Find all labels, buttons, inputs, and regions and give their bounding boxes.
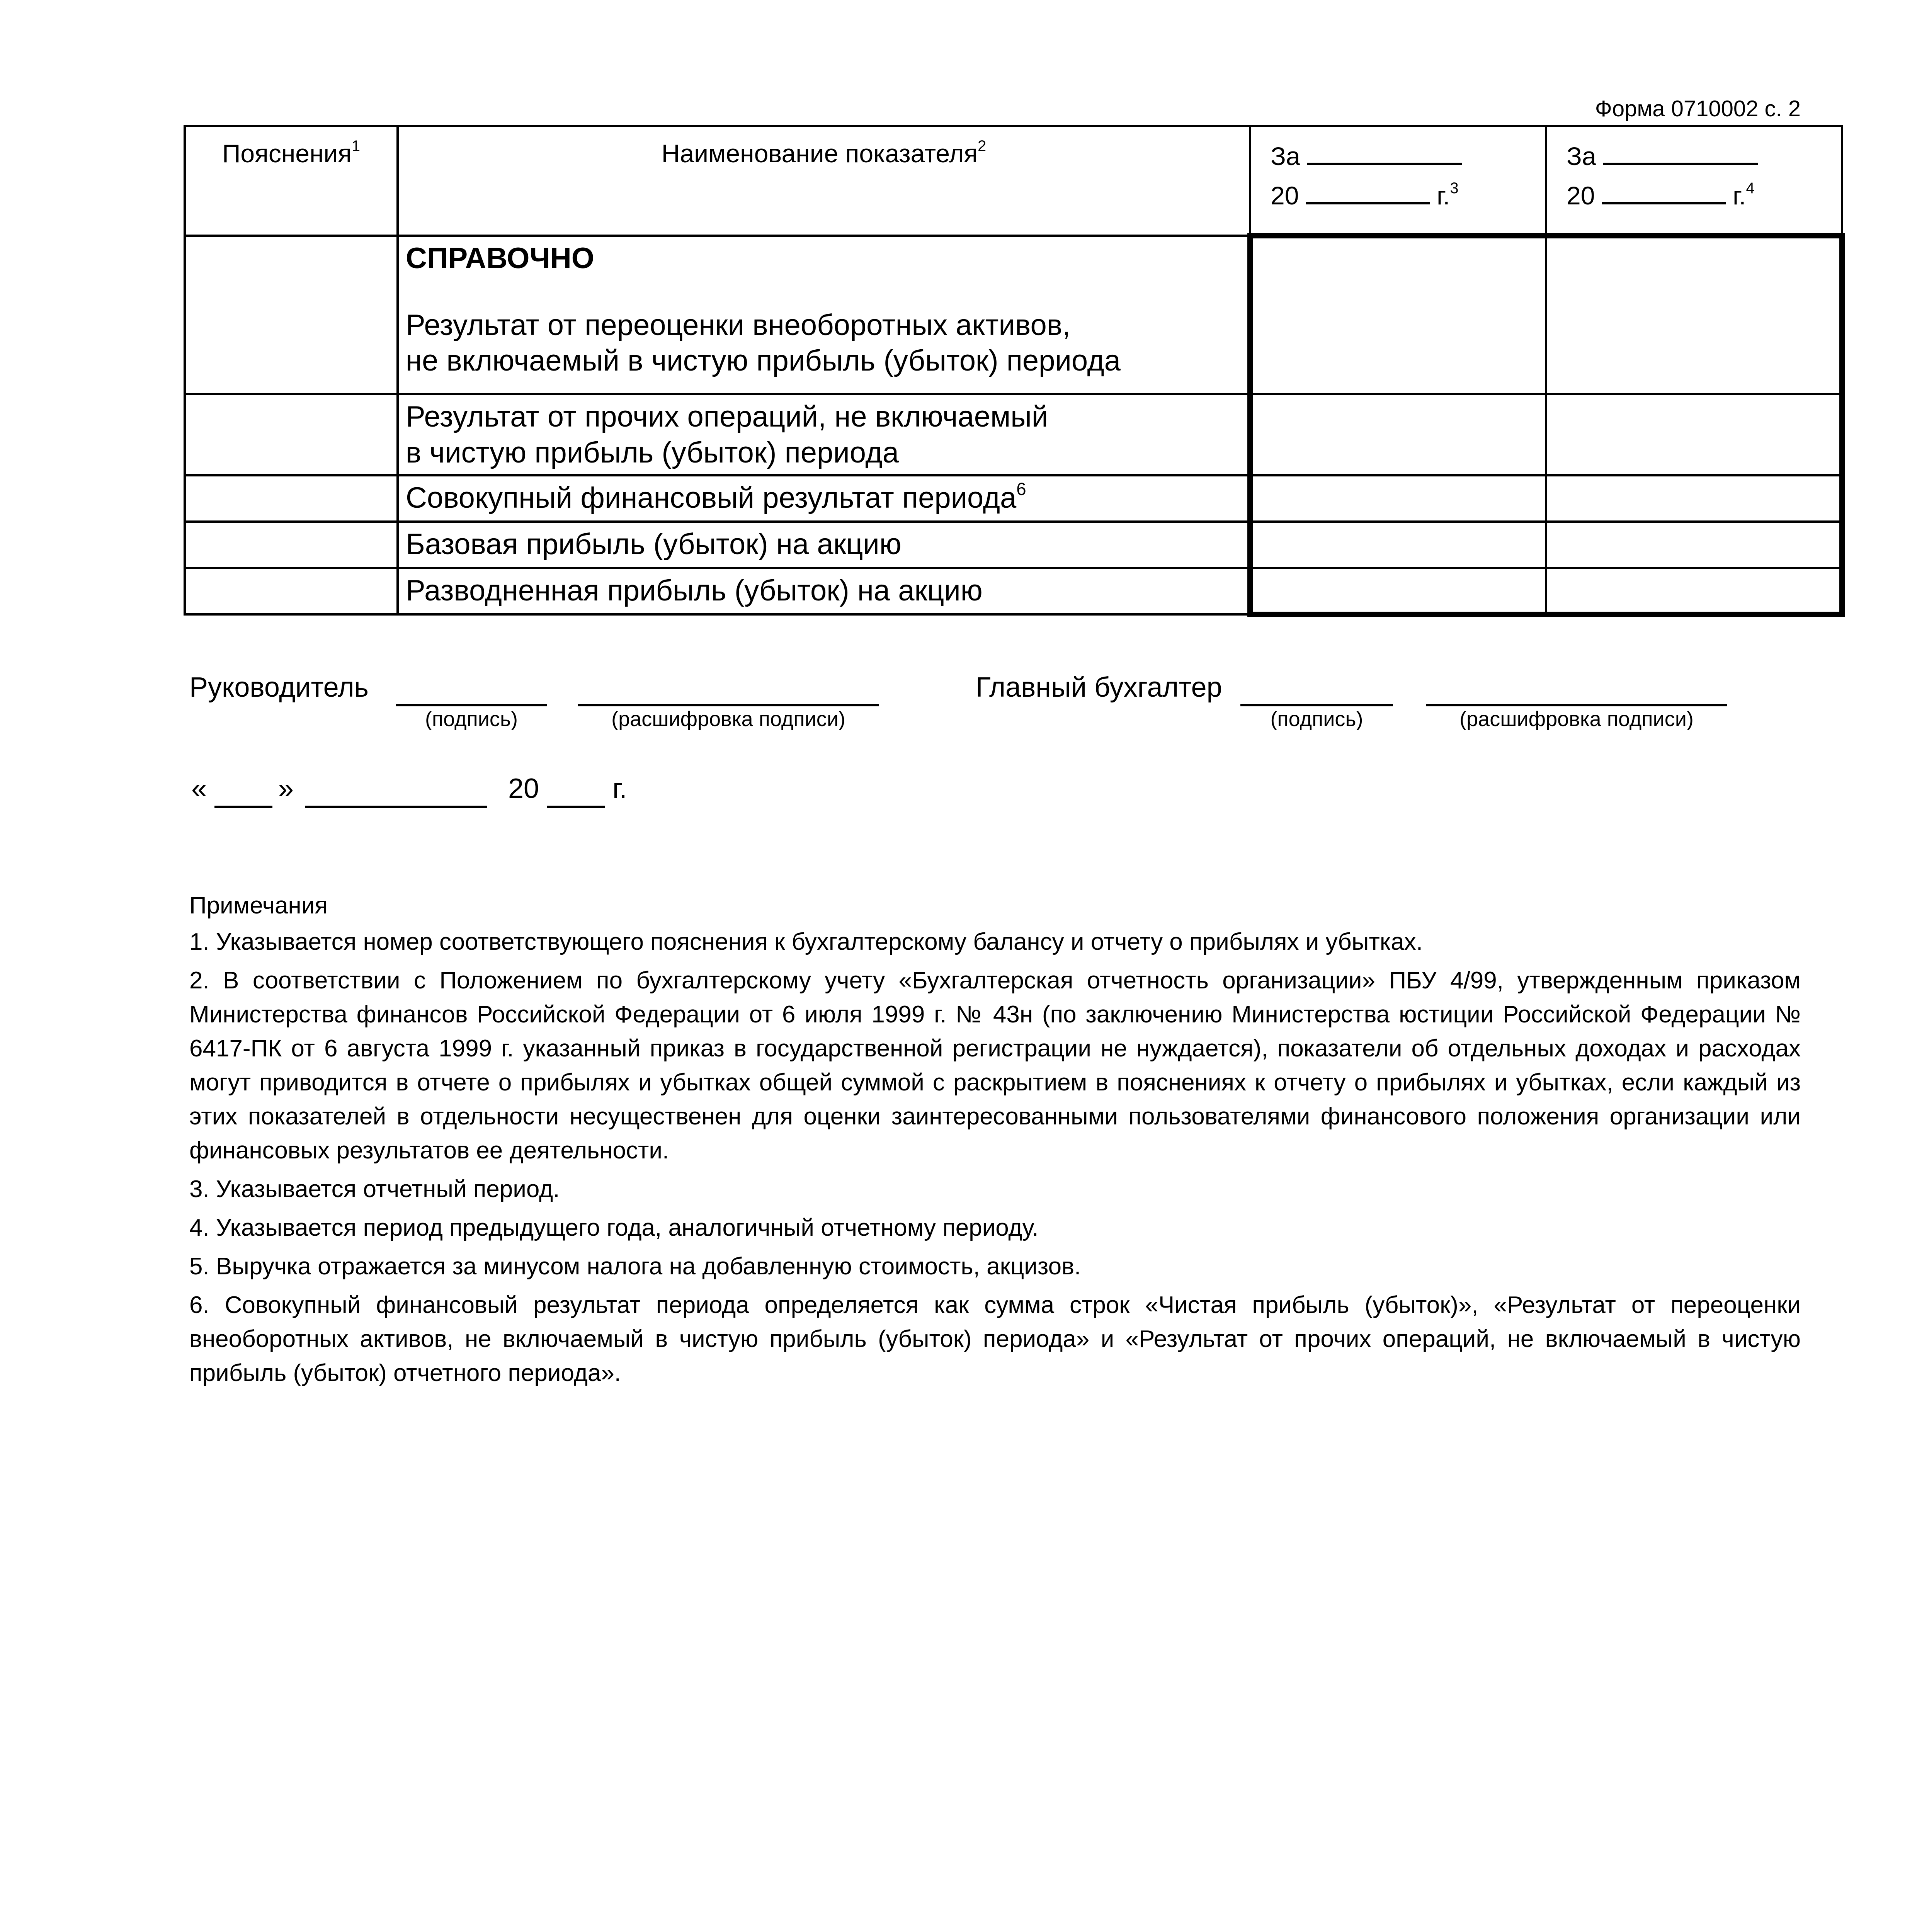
date-year-suffix: г. (612, 773, 627, 804)
explanation-cell[interactable] (185, 522, 398, 568)
chief-signature-caption: (подпись) (1270, 707, 1363, 731)
table-row (185, 522, 1842, 568)
period-blank[interactable] (1307, 141, 1462, 165)
note-item: 2. В соответствии с Положением по бухгалтерскому учету «Бухгалтерская отчетность организации» ПБУ 4/99, утвержденным приказом Министерства финансов Российской Федерации от 6 июля 1999 г. № 43н (по заключению Министерства юстиции Российской Федерации № 6417-ПК от 6 августа 1999 г. указанный приказ в государственной регистрации не нуждается), показатели об отдельных доходах и расходах могут приводится в отчете о прибылях и убытках общей суммой с раскрытием в пояснениях к отчету о прибылях и убытках, если каждый из этих показателей в отдельности несущественен для оценки заинтересованными пользователями финансового положения организации или финансовых результатов ее деятельности. (189, 967, 1801, 1164)
head-decoding-caption: (расшифровка подписи) (611, 707, 845, 731)
date-day-blank[interactable] (214, 806, 272, 808)
table-row (185, 394, 1842, 475)
year-blank[interactable] (1306, 180, 1430, 204)
header-current-period: За 20 г.$^3$ (1250, 126, 1546, 236)
previous-value-cell[interactable] (1546, 522, 1842, 568)
chief-accountant-label: Главный бухгалтер (976, 672, 1222, 703)
date-month-blank[interactable] (305, 806, 487, 808)
header-explanations: Пояснения$^1$ (185, 126, 398, 236)
explanation-cell[interactable] (185, 394, 398, 475)
table-header-row (185, 126, 1842, 236)
explanation-cell[interactable] (185, 475, 398, 522)
previous-value-cell[interactable] (1546, 568, 1842, 614)
indicator-cell: Разводненная прибыль (убыток) на акцию (398, 568, 1250, 614)
previous-value-cell[interactable] (1546, 475, 1842, 522)
date-year-prefix: 20 (508, 773, 539, 804)
indicator-cell: Совокупный финансовый результат периода$^6$ (398, 475, 1250, 522)
chief-decoding-caption: (расшифровка подписи) (1459, 707, 1694, 731)
note-item: 3. Указывается отчетный период. (189, 1176, 560, 1202)
indicator-cell: Результат от прочих операций, не включаемый в чистую прибыль (убыток) периода (398, 394, 1250, 475)
note-item: 4. Указывается период предыдущего года, аналогичный отчетному периоду. (189, 1214, 1039, 1241)
note-item: 6. Совокупный финансовый результат периода определяется как сумма строк «Чистая прибыль (убыток)», «Результат от переоценки внеоборотных активов, не включаемый в чистую прибыль (убыток) периода» и «Результат от прочих операций, не включаемый в чистую прибыль (убыток) отчетного периода». (189, 1292, 1801, 1386)
notes-title: Примечания (189, 892, 328, 919)
year-blank[interactable] (1602, 180, 1726, 204)
report-table (184, 125, 1845, 617)
table-row (185, 475, 1842, 522)
current-value-cell[interactable] (1250, 568, 1546, 614)
chief-signature-line[interactable] (1240, 704, 1393, 706)
current-value-cell[interactable] (1250, 475, 1546, 522)
indicator-cell: Базовая прибыль (убыток) на акцию (398, 522, 1250, 568)
notes-section (189, 889, 1801, 1395)
current-value-cell[interactable] (1250, 394, 1546, 475)
head-signature-line[interactable] (396, 704, 547, 706)
head-label: Руководитель (189, 672, 369, 703)
note-item: 5. Выручка отражается за минусом налога на добавленную стоимость, акцизов. (189, 1253, 1081, 1280)
explanation-cell[interactable] (185, 236, 398, 394)
header-indicator-name: Наименование показателя$^2$ (398, 126, 1250, 236)
date-close-quote: » (278, 773, 294, 804)
period-blank[interactable] (1603, 141, 1758, 165)
head-signature-caption: (подпись) (425, 707, 518, 731)
explanation-cell[interactable] (185, 568, 398, 614)
form-code: Форма 0710002 с. 2 (1595, 96, 1801, 121)
previous-value-cell[interactable] (1546, 394, 1842, 475)
indicator-cell: СПРАВОЧНО Результат от переоценки внеоборотных активов, не включаемый в чистую прибыль (убыток) периода (398, 236, 1250, 394)
date-year-blank[interactable] (547, 806, 605, 808)
previous-value-cell[interactable] (1546, 236, 1842, 394)
head-decoding-line[interactable] (578, 704, 879, 706)
current-value-cell[interactable] (1250, 522, 1546, 568)
date-open-quote: « (191, 773, 207, 804)
table-row (185, 568, 1842, 614)
header-previous-period: За 20 г.$^4$ (1546, 126, 1842, 236)
table-row (185, 236, 1842, 394)
note-item: 1. Указывается номер соответствующего пояснения к бухгалтерскому балансу и отчету о прибылях и убытках. (189, 929, 1423, 955)
current-value-cell[interactable] (1250, 236, 1546, 394)
chief-decoding-line[interactable] (1426, 704, 1727, 706)
